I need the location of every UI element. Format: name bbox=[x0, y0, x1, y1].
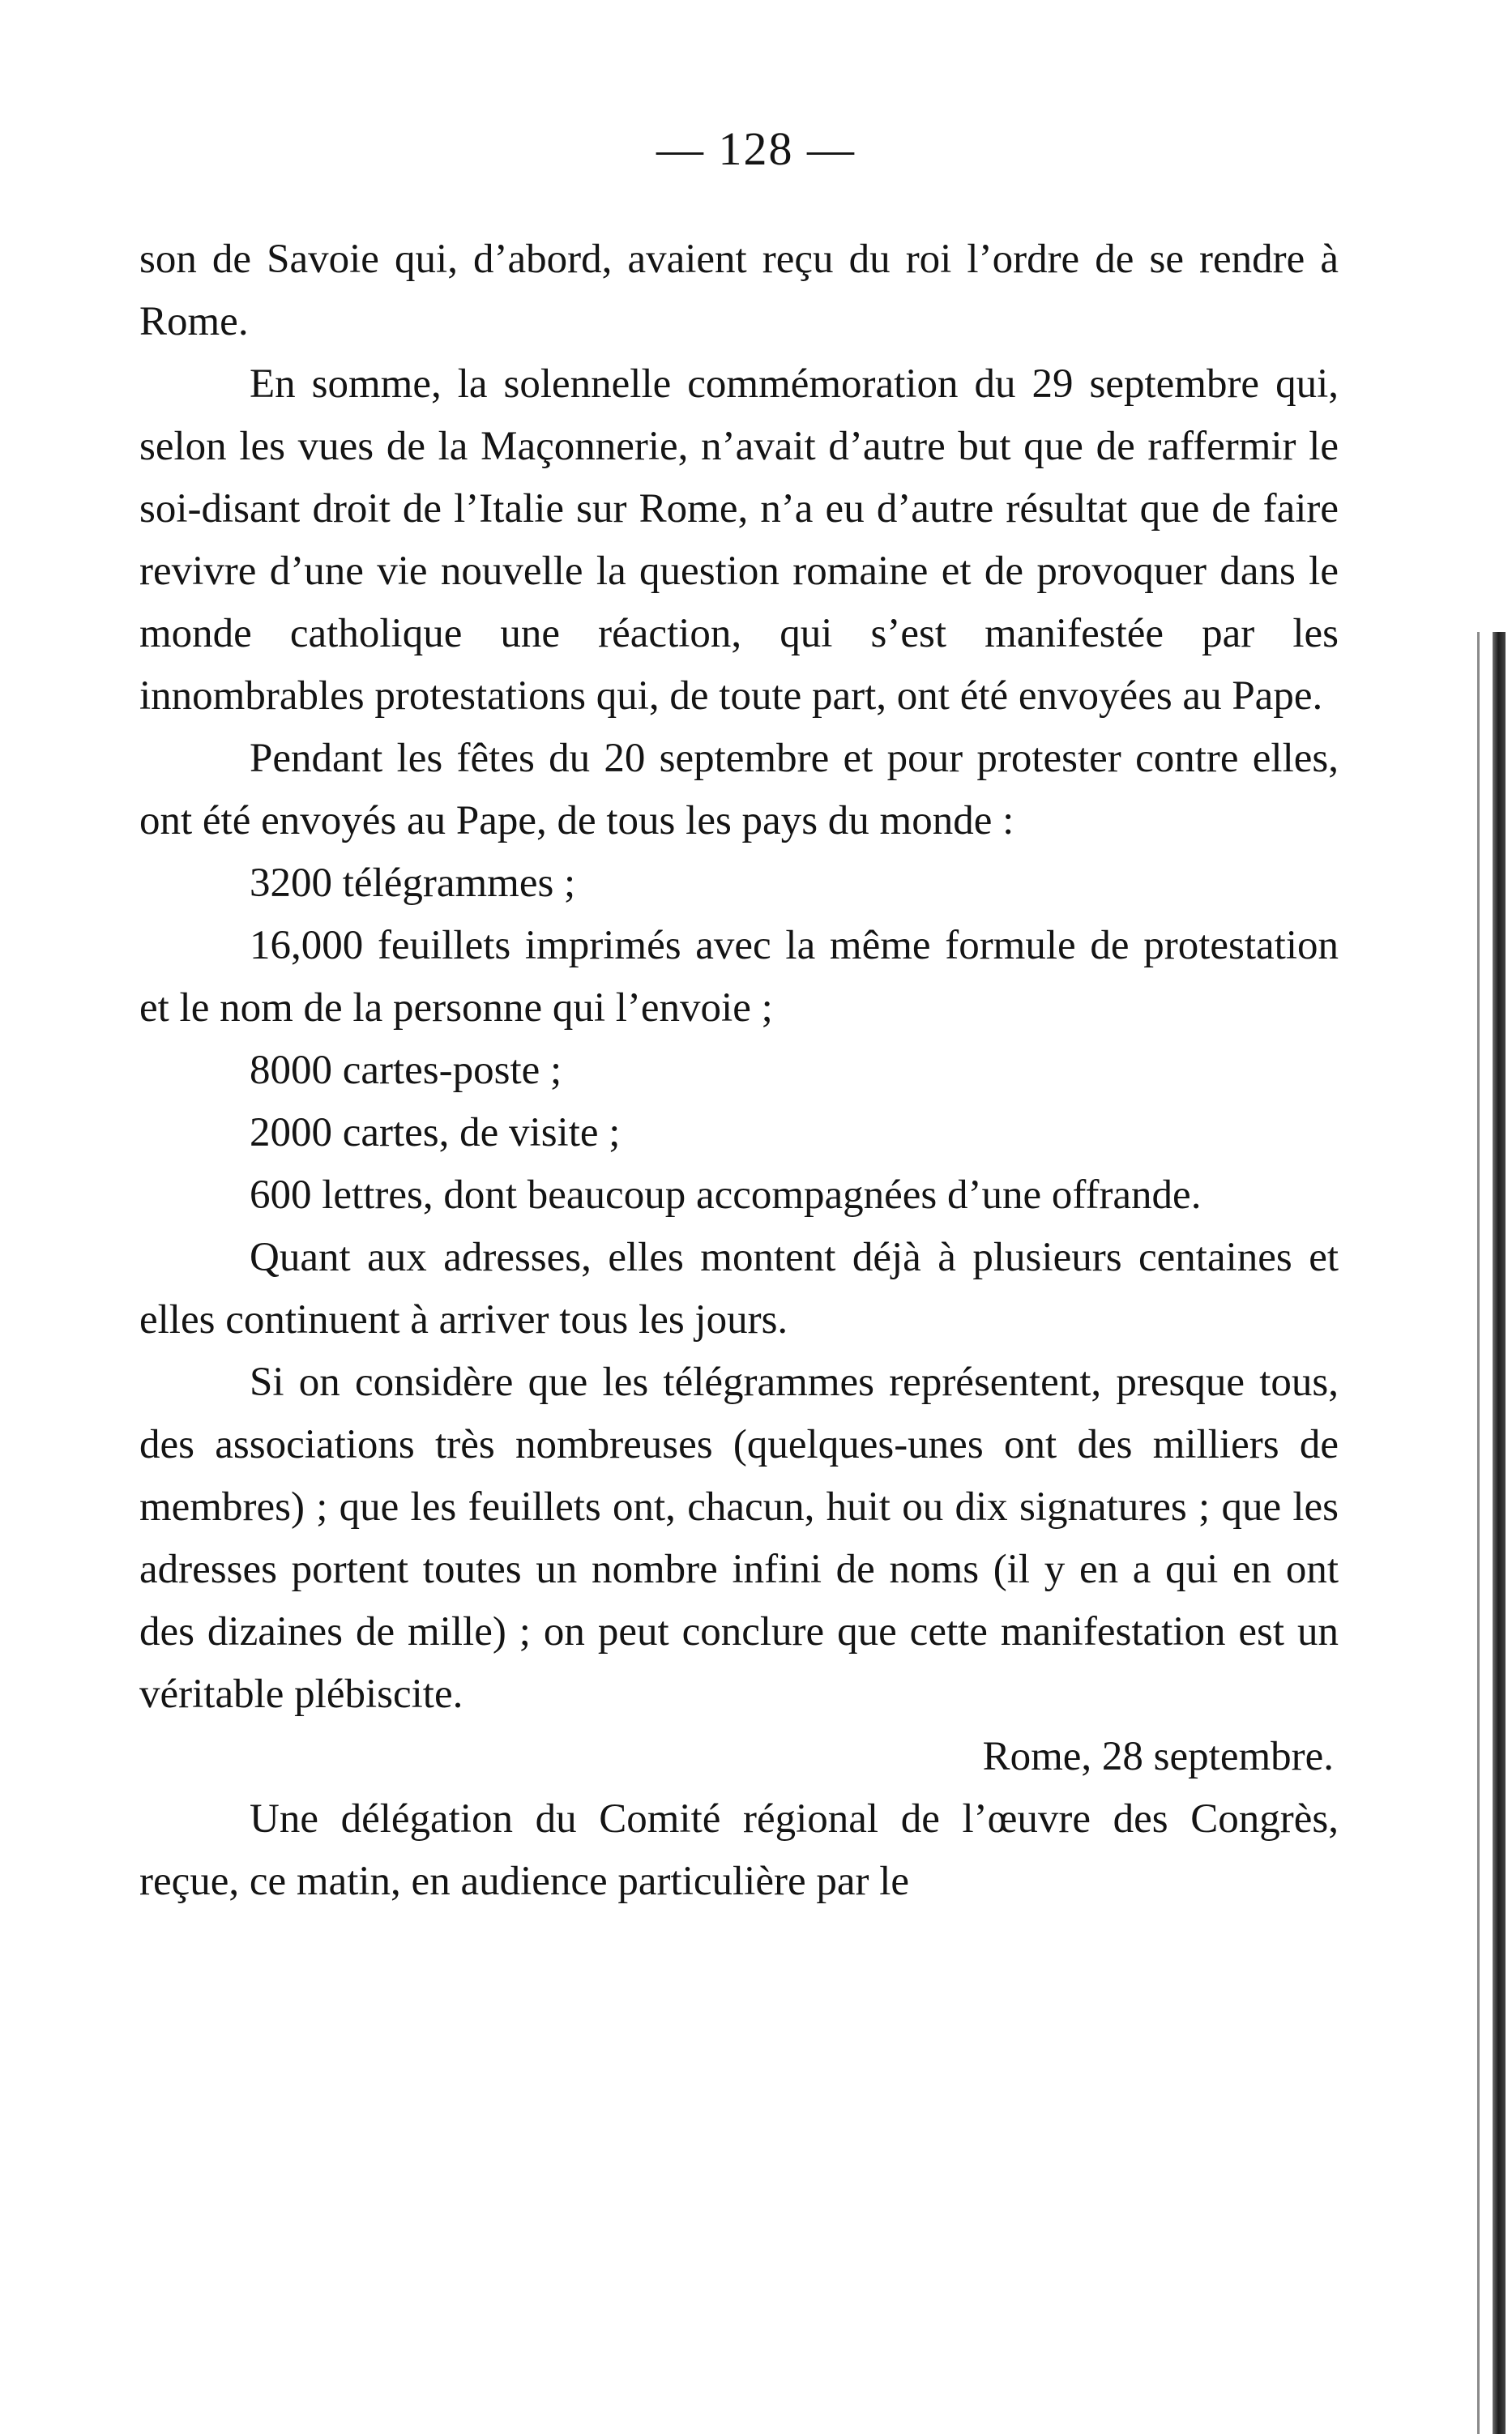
paragraph-continuation: son de Savoie qui, d’abord, avaient reçu du roi l’ordre de se rendre à Rome. bbox=[139, 237, 1339, 344]
paragraph-delegation: Une délégation du Comité régional de l’œuvre des Congrès, reçue, ce matin, en audience particulière par le bbox=[139, 1796, 1339, 1904]
list-item-leaflets: 16,000 feuillets imprimés avec la même formule de protestation et le nom de la personne qui l’envoie ; bbox=[139, 923, 1339, 1031]
paragraph-plebiscite: Si on considère que les télégrammes représentent, presque tous, des associations très nombreuses (quelques-unes ont des milliers de membres) ; que les feuillets ont, chacun, huit ou dix signatures ; que les adresses portent toutes un nombre infini de noms (il y en a qui en ont des dizaines de mille) ; on peut conclure que cette manifestation est un véritable plébiscite. bbox=[139, 1360, 1339, 1717]
paragraph-festivities: Pendant les fêtes du 20 septembre et pour protester contre elles, ont été envoyés au Pape, de tous les pays du monde : bbox=[139, 736, 1339, 843]
page-number: — 128 — bbox=[656, 122, 856, 175]
list-item-telegrams: 3200 télégrammes ; bbox=[250, 860, 576, 906]
list-item-letters: 600 lettres, dont beaucoup accompagnées d’une offrande. bbox=[250, 1172, 1202, 1218]
dateline: Rome, 28 septembre. bbox=[982, 1734, 1334, 1779]
list-item-visiting-cards: 2000 cartes, de visite ; bbox=[250, 1110, 621, 1155]
paragraph-addresses: Quant aux adresses, elles montent déjà à plusieurs centaines et elles continuent à arriver tous les jours. bbox=[139, 1235, 1339, 1343]
list-item-postcards: 8000 cartes-poste ; bbox=[250, 1048, 562, 1093]
binding-edge bbox=[1493, 632, 1506, 2434]
paragraph-commemoration: En somme, la solennelle commémoration du 29 septembre qui, selon les vues de la Maçonnerie, n’avait d’autre but que de raffermir le soi-disant droit de l’Italie sur Rome, n’a eu d’autre résultat que de faire revivre d’une vie nouvelle la question romaine et de provoquer dans le monde catholique une réaction, qui s’est manifestée par les innombrables protestations qui, de toute part, ont été envoyées au Pape. bbox=[139, 361, 1339, 719]
binding-shadow-line bbox=[1477, 632, 1480, 2434]
body-text bbox=[139, 228, 1339, 1913]
